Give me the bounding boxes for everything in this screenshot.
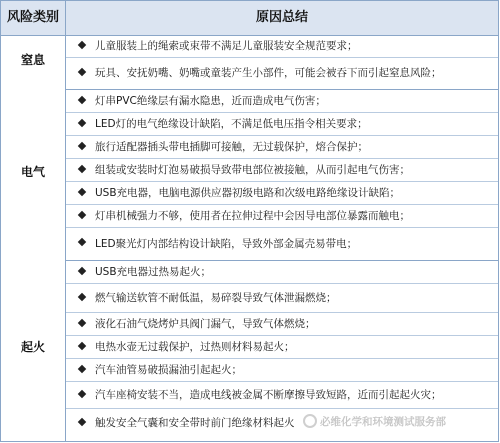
table-row [66,113,498,136]
table-row [66,182,498,205]
table-row [66,382,498,409]
bullet-icon [78,365,86,373]
category-electrical: 电气 [20,165,45,179]
table-row [66,136,498,159]
bullet-icon [78,188,86,196]
bullet-icon [78,96,86,104]
row-text: LED灯的电气绝缘设计缺陷，不满足低电压指令相关要求； [95,118,368,130]
header-risk-category: 风险类别 [6,10,59,25]
watermark-logo-icon [303,414,317,428]
table-row [66,284,498,313]
row-text: USB充电器，电脑电源供应器初级电路和次级电路绝缘设计缺陷； [95,187,401,199]
table-row [66,261,498,284]
category-suffocation: 窒息 [20,53,45,67]
table-row [66,313,498,336]
row-text: 儿童服装上的绳索或束带不满足儿童服装安全规范要求； [95,40,358,52]
table-row [66,58,498,90]
row-text: 触发安全气囊和安全带时前门绝缘材料起火 [95,417,295,429]
table-header [1,1,498,36]
row-text: 组装或安装时灯泡易破损导致带电部位被接触，从而引起电气伤害； [95,164,410,176]
row-text: LED聚光灯内部结构设计缺陷，导致外部金属壳易带电； [95,238,358,250]
row-text: 灯串机械强力不够，使用者在拉伸过程中会因导电部位暴露而触电； [95,210,410,222]
bullet-icon [78,319,86,327]
row-text: USB充电器过热易起火； [95,266,212,278]
table-row [66,205,498,228]
table-row [66,90,498,113]
row-text: 灯串PVC绝缘层有漏水隐患，近而造成电气伤害； [95,95,326,107]
table-row [66,228,498,261]
table-row [66,336,498,359]
bullet-icon [78,142,86,150]
row-text: 玩具、安抚奶嘴、奶嘴或童装产生小部件，可能会被吞下而引起窒息风险； [95,67,442,79]
category-fire: 起火 [20,340,45,354]
row-text: 液化石油气烧烤炉具阀门漏气，导致气体燃烧； [95,318,316,330]
table-row [66,35,498,58]
bullet-icon [78,119,86,127]
watermark-text: 必维化学和环境测试服务部 [320,416,446,428]
bullet-icon [78,211,86,219]
table-row [66,359,498,382]
row-text: 汽车油管易破损漏油引起起火； [95,364,242,376]
row-text: 旅行适配器插头带电插脚可接触，无过载保护，熔合保护； [95,141,368,153]
header-reason-summary: 原因总结 [255,10,308,25]
bullet-icon [78,267,86,275]
bullet-icon [78,390,86,398]
row-text: 汽车座椅安装不当，造成电线被金属不断摩擦导致短路，近而引起起火灾； [95,389,442,401]
bullet-icon [78,68,86,76]
row-text: 燃气输送软管不耐低温，易碎裂导致气体泄漏燃烧； [95,292,337,304]
bullet-icon [78,293,86,301]
bullet-icon [78,238,86,246]
bullet-icon [78,41,86,49]
bullet-icon [78,165,86,173]
bullet-icon [78,342,86,350]
bullet-icon [78,418,86,426]
table-row [66,159,498,182]
row-text: 电热水壶无过载保护，过热则材料易起火； [95,341,295,353]
